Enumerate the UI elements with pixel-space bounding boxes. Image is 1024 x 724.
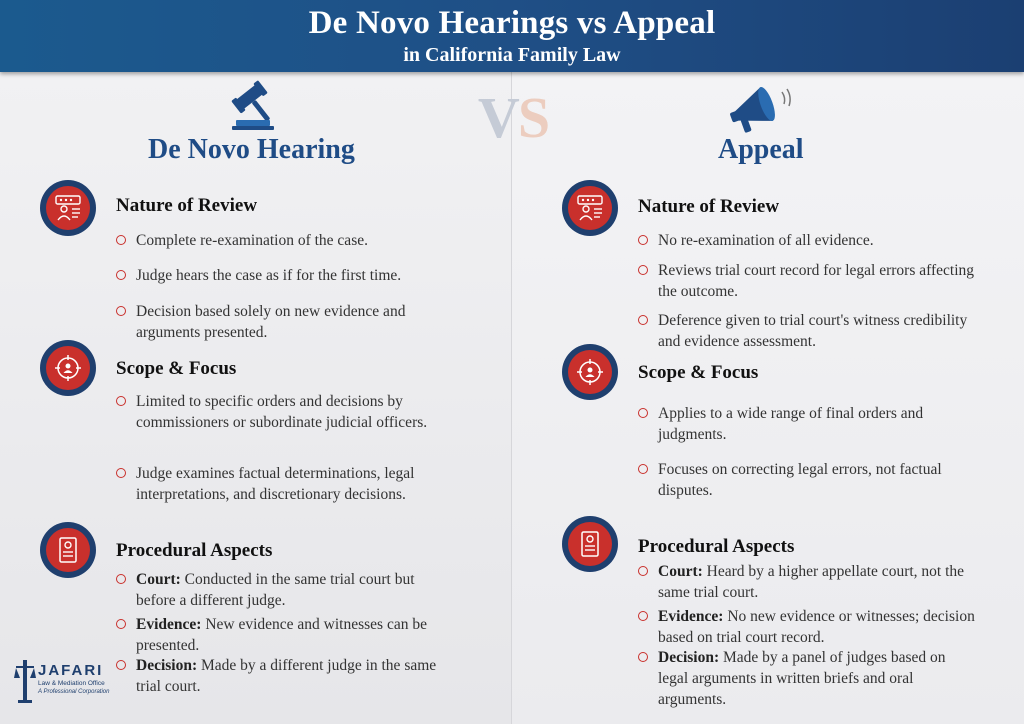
left-bullet — [136, 614, 452, 656]
reviewer-icon — [562, 180, 618, 236]
logo-line1: Law & Mediation Office — [38, 680, 105, 687]
vs-mark — [465, 85, 561, 150]
logo-brand: JAFARI — [38, 662, 104, 679]
gavel-icon — [228, 80, 286, 132]
left-bullet — [136, 391, 436, 433]
bullet-text: No re-examination of all evidence. — [658, 232, 874, 249]
bullet-dot — [116, 235, 126, 245]
right-bullet — [658, 647, 978, 710]
bullet-dot — [638, 315, 648, 325]
bullet-dot — [638, 408, 648, 418]
bullet-text: Made by a panel of judges based on legal arguments in written briefs and oral arguments. — [658, 649, 946, 708]
bullet-dot — [116, 396, 126, 406]
right-section-title: Nature of Review — [638, 196, 780, 217]
left-bullet — [136, 463, 436, 505]
bullet-label: Decision: — [658, 649, 720, 666]
bullet-text: Decision based solely on new evidence and arguments presented. — [136, 303, 406, 341]
logo-line2: A Professional Corporation — [38, 689, 110, 695]
right-bullet — [658, 260, 978, 302]
document-icon — [562, 516, 618, 572]
left-section-title: Scope & Focus — [116, 358, 237, 379]
appeal-heading: Appeal — [718, 134, 804, 165]
de-novo-heading: De Novo Hearing — [148, 134, 355, 165]
bullet-label: Decision: — [136, 657, 198, 674]
page-title: De Novo Hearings vs Appeal — [308, 5, 716, 41]
bullet-dot — [116, 619, 126, 629]
bullet-text: Limited to specific orders and decisions by commissioners or subordinate judicial officers. — [136, 393, 428, 431]
right-section-title: Scope & Focus — [638, 362, 759, 383]
right-bullet — [658, 230, 978, 251]
left-section-title: Nature of Review — [116, 195, 258, 216]
left-bullet — [136, 569, 452, 611]
jafari-logo — [14, 656, 124, 712]
right-bullet — [658, 606, 978, 648]
left-bullet — [136, 265, 466, 286]
right-bullet — [658, 403, 978, 445]
bullet-text: Complete re-examination of the case. — [136, 232, 368, 249]
bullet-label: Evidence: — [136, 616, 202, 633]
bullet-dot — [116, 306, 126, 316]
bullet-label: Court: — [136, 571, 181, 588]
bullet-label: Evidence: — [658, 608, 724, 625]
left-bullet — [136, 301, 466, 343]
bullet-text: No new evidence or witnesses; decision based on trial court record. — [658, 608, 975, 646]
bullet-dot — [116, 468, 126, 478]
bullet-text: Judge examines factual determinations, legal interpretations, and discretionary decisions. — [136, 465, 415, 503]
bullet-text: Reviews trial court record for legal errors affecting the outcome. — [658, 262, 975, 300]
left-bullet — [136, 230, 466, 251]
bullet-text: Focuses on correcting legal errors, not factual disputes. — [658, 461, 942, 499]
bullet-dot — [638, 265, 648, 275]
left-section-title: Procedural Aspects — [116, 540, 273, 561]
right-section-title: Procedural Aspects — [638, 536, 795, 557]
bullet-text: Judge hears the case as if for the first time. — [136, 267, 402, 284]
right-bullet — [658, 459, 978, 501]
bullet-dot — [638, 464, 648, 474]
vs-s: S — [517, 85, 549, 150]
vs-v: V — [477, 85, 518, 150]
bullet-dot — [116, 574, 126, 584]
bullet-text: Heard by a higher appellate court, not the same trial court. — [658, 563, 965, 601]
bullet-text: New evidence and witnesses can be presented. — [136, 616, 427, 654]
bullet-dot — [638, 611, 648, 621]
document-icon — [40, 522, 96, 578]
right-bullet — [658, 310, 978, 352]
bullet-text: Conducted in the same trial court but before a different judge. — [136, 571, 415, 609]
bullet-dot — [638, 566, 648, 576]
left-bullet — [136, 655, 452, 697]
bullet-text: Deference given to trial court's witness credibility and evidence assessment. — [658, 312, 968, 350]
target-person-icon — [40, 340, 96, 396]
bullet-text: Applies to a wide range of final orders and judgments. — [658, 405, 924, 443]
reviewer-icon — [40, 180, 96, 236]
scales-logo-icon — [14, 658, 36, 704]
header-banner — [0, 0, 1024, 72]
column-divider — [511, 72, 512, 724]
bullet-dot — [638, 235, 648, 245]
target-person-icon — [562, 344, 618, 400]
right-bullet — [658, 561, 978, 603]
page-subtitle: in California Family Law — [403, 44, 621, 66]
bullet-dot — [638, 652, 648, 662]
bullet-dot — [116, 270, 126, 280]
bullet-label: Court: — [658, 563, 703, 580]
megaphone-icon — [726, 84, 796, 136]
bullet-text: Made by a different judge in the same trial court. — [136, 657, 437, 695]
